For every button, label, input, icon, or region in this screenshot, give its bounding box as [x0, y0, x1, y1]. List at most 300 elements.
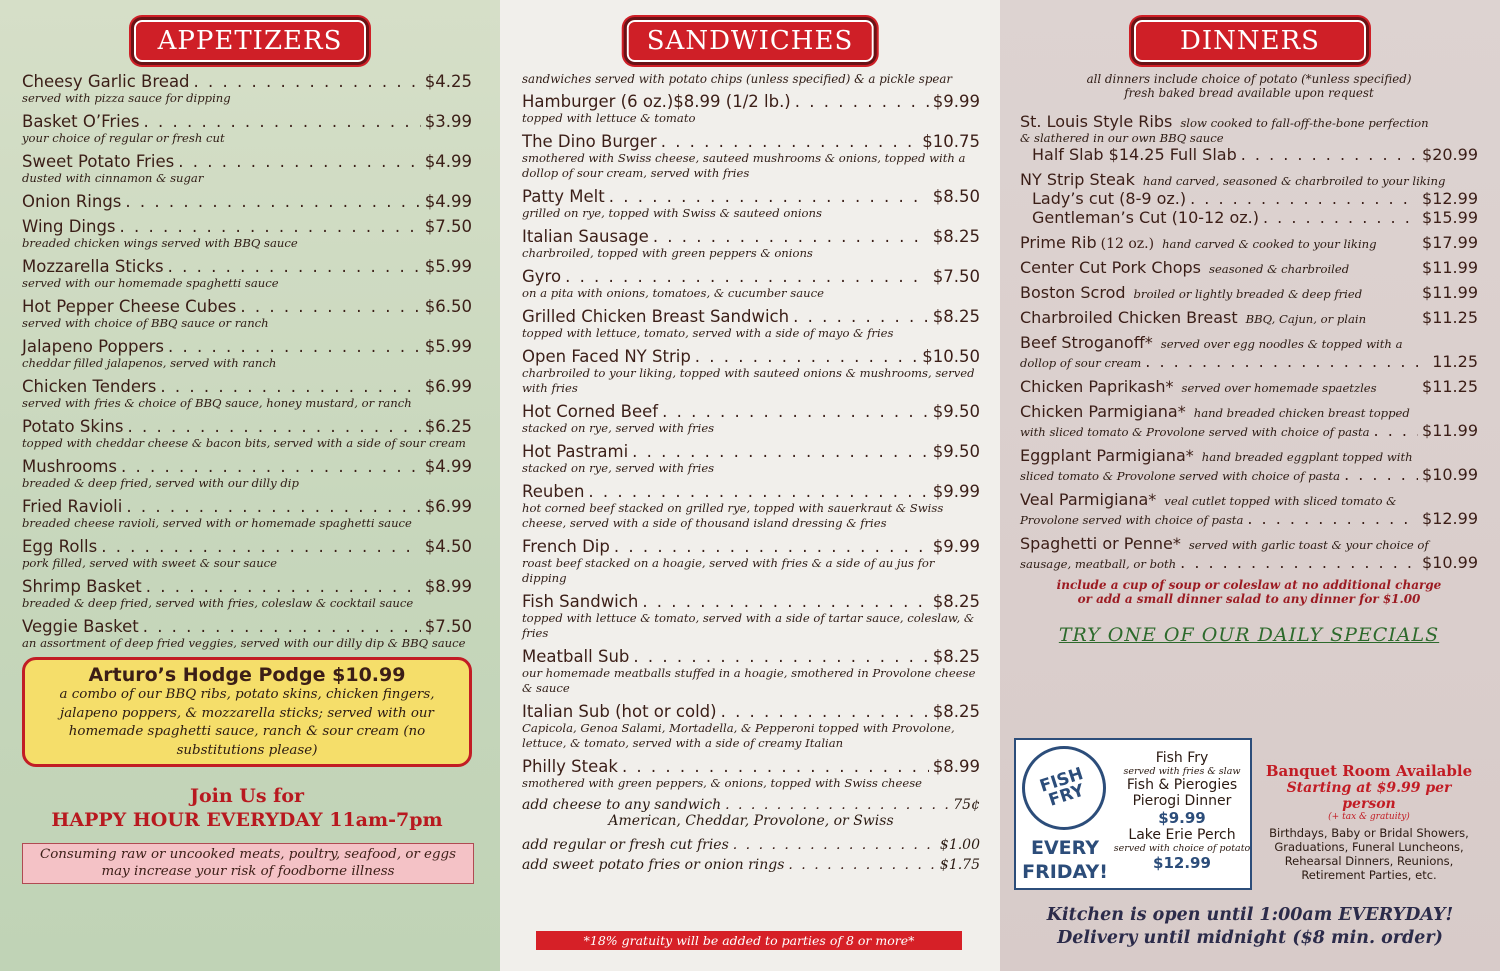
menu-item-name: Philly Steak [522, 757, 618, 776]
menu-item-name: Italian Sub (hot or cold) [522, 702, 717, 721]
leader-dots [143, 617, 421, 636]
ribs-desc: slow cooked to fall-off-the-bone perfection [1180, 116, 1429, 130]
menu-item-desc: stacked on rye, served with fries [522, 461, 715, 475]
leader-dots [1374, 421, 1419, 440]
menu-item-desc: breaded & deep fried, served with our dilly dip [22, 476, 299, 490]
leader-dots [788, 857, 936, 873]
fish-fry-stamp-icon [1022, 746, 1106, 830]
menu-item-row [522, 402, 980, 421]
menu-item [22, 217, 472, 251]
menu-item [1020, 333, 1478, 371]
menu-item-price: $11.99 [1422, 258, 1478, 277]
fish-item-name: Pierogi Dinner [1132, 793, 1232, 809]
menu-item-name: Jalapeno Poppers [22, 337, 165, 356]
dinners-note-2: fresh baked bread available upon request [1124, 86, 1374, 100]
menu-item [1020, 258, 1478, 277]
menu-item [22, 417, 472, 451]
leader-dots [1145, 352, 1428, 371]
hodge-podge-desc: a combo of our BBQ ribs, potato skins, chicken fingers, jalapeno poppers, & mozzarella sticks; served with our homemade spaghetti sauce, ranch & sour cream (no substitutions please) [59, 687, 435, 758]
menu-item-price: $9.50 [932, 402, 980, 421]
menu-item-desc: BBQ, Cajun, or plain [1245, 312, 1367, 326]
menu-item-row [22, 297, 472, 316]
menu-item-row [22, 337, 472, 356]
menu-item [1020, 233, 1478, 252]
menu-item [1020, 446, 1478, 484]
menu-item-row [22, 257, 472, 276]
menu-item-name: Hot Pastrami [522, 442, 629, 461]
steak-gent: Gentleman’s Cut (10-12 oz.) [1032, 208, 1259, 227]
menu-item-desc: served with garlic toast & your choice of [1188, 538, 1429, 552]
menu-item-row [522, 187, 980, 206]
menu-item-row [522, 482, 980, 501]
menu-item-row [22, 192, 472, 211]
menu-item-row [1020, 377, 1478, 396]
menu-item [1020, 402, 1478, 440]
menu-item-desc: topped with lettuce & tomato [522, 111, 696, 125]
menu-item-desc: hand breaded eggplant topped with [1201, 450, 1413, 464]
menu-item-name: Hamburger (6 oz.)$8.99 (1/2 lb.) [522, 92, 791, 111]
menu-item-price: $6.99 [424, 377, 472, 396]
menu-item-price: $8.99 [932, 757, 980, 776]
menu-item [22, 72, 472, 106]
menu-item-desc: an assortment of deep fried veggies, served with our dilly dip & BBQ sauce [22, 636, 466, 650]
menu-item-name: The Dino Burger [522, 132, 657, 151]
menu-item [22, 377, 472, 411]
leader-dots [101, 537, 421, 556]
menu-item-price: $9.99 [932, 537, 980, 556]
menu-item-row [522, 267, 980, 286]
leader-dots [128, 417, 421, 436]
menu-item-desc: served over homemade spaetzles [1181, 381, 1377, 395]
every-friday [1020, 836, 1110, 884]
menu-item [22, 577, 472, 611]
menu-item-price: $8.50 [932, 187, 980, 206]
steak-gent-price: $15.99 [1422, 208, 1478, 227]
steak-lady-price: $12.99 [1422, 189, 1478, 208]
menu-item-row [1020, 333, 1478, 352]
steak-lady: Lady’s cut (8-9 oz.) [1032, 189, 1187, 208]
menu-item-desc: grilled on rye, topped with Swiss & sauteed onions [522, 206, 822, 220]
menu-item-row [1020, 233, 1478, 252]
menu-item-price: 11.25 [1432, 352, 1478, 371]
leader-dots [126, 497, 420, 516]
menu-item-row-2 [1020, 352, 1478, 371]
menu-item-row [22, 152, 472, 171]
menu-item-qualifier: (12 oz.) [1100, 236, 1155, 252]
menu-item-price: $4.99 [424, 192, 472, 211]
sandwiches-note: sandwiches served with potato chips (unless specified) & a pickle spear [522, 72, 953, 86]
menu-item [522, 647, 980, 696]
menu-item-desc: topped with cheddar cheese & bacon bits, served with a side of sour cream [22, 436, 466, 450]
happy-hour-line-1: Join Us for [189, 785, 305, 807]
menu-item-price: $5.99 [424, 337, 472, 356]
menu-item-price: $10.99 [1422, 465, 1478, 484]
fish-fry-list [1112, 750, 1252, 872]
fish-item-desc: served with fries & slaw [1123, 766, 1241, 777]
menu-item-name: Onion Rings [22, 192, 122, 211]
menu-item-desc: cheddar filled jalapenos, served with ranch [22, 356, 277, 370]
menu-item-row [22, 497, 472, 516]
menu-item [522, 347, 980, 396]
menu-item-desc: Capicola, Genoa Salami, Mortadella, & Pepperoni topped with Provolone, lettuce, & tomato, served with a side of creamy Italian [522, 721, 955, 750]
fish-item-desc: served with choice of potato [1113, 843, 1251, 854]
leader-dots [125, 192, 420, 211]
menu-item-name: Grilled Chicken Breast Sandwich [522, 307, 790, 326]
menu-item-price: $9.99 [932, 482, 980, 501]
menu-item-name: Italian Sausage [522, 227, 649, 246]
menu-item-price: $8.25 [932, 592, 980, 611]
menu-item-desc-2: dollop of sour cream [1020, 356, 1142, 370]
menu-item-desc: hand carved & cooked to your liking [1162, 237, 1377, 251]
menu-item-price: $7.50 [424, 617, 472, 636]
menu-item-price: $4.99 [424, 152, 472, 171]
leader-dots [653, 227, 929, 246]
ribs-name: St. Louis Style Ribs [1020, 112, 1173, 131]
food-warning: Consuming raw or uncooked meats, poultry, seafood, or eggs may increase your risk of foodborne illness [22, 843, 474, 884]
gratuity-notice: *18% gratuity will be added to parties of 8 or more* [536, 931, 962, 950]
menu-item-name: Meatball Sub [522, 647, 630, 666]
menu-item-desc-2: sliced tomato & Provolone served with choice of pasta [1020, 469, 1341, 483]
addon-sub: American, Cheddar, Provolone, or Swiss [608, 813, 894, 829]
fish-item-name: Fish Fry [1155, 750, 1209, 766]
menu-item-name: Open Faced NY Strip [522, 347, 691, 366]
dinner-extras-1: include a cup of soup or coleslaw at no additional charge [1056, 578, 1442, 592]
menu-item-name: Charbroiled Chicken Breast [1020, 308, 1238, 327]
menu-item-name: Beef Stroganoff* [1020, 333, 1153, 352]
leader-dots [168, 257, 421, 276]
menu-item-desc: smothered with Swiss cheese, sauteed mushrooms & onions, topped with a dollop of sour cream, served with fries [522, 151, 966, 180]
every-friday-2: FRIDAY! [1022, 861, 1108, 883]
kitchen-hours-1: Kitchen is open until 1:00am EVERYDAY! [1046, 905, 1454, 925]
leader-dots [194, 72, 421, 91]
menu-item-row [22, 217, 472, 236]
menu-item-name: Fried Ravioli [22, 497, 123, 516]
banquet-tax: (+ tax & gratuity) [1328, 812, 1410, 822]
menu-item-name: Boston Scrod [1020, 283, 1126, 302]
fish-item-name: Fish & Pierogies [1126, 777, 1238, 793]
menu-item [22, 297, 472, 331]
addon-row [522, 857, 980, 873]
menu-item-name: Veal Parmigiana* [1020, 490, 1157, 509]
menu-item-row-2 [1020, 421, 1478, 440]
menu-item-price: $9.99 [932, 92, 980, 111]
menu-item-row [522, 307, 980, 326]
steak-desc: hand carved, seasoned & charbroiled to your liking [1142, 174, 1446, 188]
menu-item-name: Hot Pepper Cheese Cubes [22, 297, 237, 316]
menu-item-price: $5.99 [424, 257, 472, 276]
menu-item-price: $11.99 [1422, 283, 1478, 302]
leader-dots [721, 702, 929, 721]
menu-item-desc: hand breaded chicken breast topped [1193, 406, 1410, 420]
banquet-events: Birthdays, Baby or Bridal Showers, Graduations, Funeral Luncheons, Rehearsal Dinners, Reunions, Retirement Parties, etc. [1269, 826, 1469, 882]
menu-item [22, 152, 472, 186]
menu-item-desc-2: with sliced tomato & Provolone served with choice of pasta [1020, 425, 1370, 439]
menu-item-desc: dusted with cinnamon & sugar [22, 171, 204, 185]
ribs-full-price: $20.99 [1422, 145, 1478, 164]
menu-item-name: Spaghetti or Penne* [1020, 534, 1181, 553]
leader-dots [614, 537, 929, 556]
addon-price: $1.75 [939, 857, 980, 873]
menu-item-row [1020, 446, 1478, 465]
daily-specials: TRY ONE OF OUR DAILY SPECIALS [1058, 624, 1440, 646]
banquet-title: Banquet Room Available [1265, 762, 1473, 780]
menu-item-row [522, 702, 980, 721]
menu-item-row [522, 227, 980, 246]
dinners-banner: DINNERS [1134, 20, 1366, 62]
menu-item-row [522, 132, 980, 151]
menu-item-price: $4.99 [424, 457, 472, 476]
menu-item [22, 192, 472, 211]
menu-item-name: Gyro [522, 267, 562, 286]
menu-item-desc: roast beef stacked on a hoagie, served with fries & a side of au jus for dipping [522, 556, 935, 585]
addon-price: $1.00 [939, 837, 980, 853]
dinners-note [1020, 72, 1478, 100]
menu-item [22, 537, 472, 571]
menu-item-desc: breaded chicken wings served with BBQ sauce [22, 236, 298, 250]
dinner-extras-2: or add a small dinner salad to any dinner for $1.00 [1077, 592, 1421, 606]
menu-item-desc: served with fries & choice of BBQ sauce, honey mustard, or ranch [22, 396, 412, 410]
menu-item-name: Prime Rib [1020, 233, 1097, 252]
menu-item-desc: served with pizza sauce for dipping [22, 91, 231, 105]
menu-item-row [1020, 308, 1478, 327]
menu-item-price: $8.25 [932, 307, 980, 326]
menu-item-desc: served with our homemade spaghetti sauce [22, 276, 279, 290]
ribs-desc-2: & slathered in our own BBQ sauce [1020, 131, 1224, 145]
menu-item-row [522, 92, 980, 111]
menu-item-row [522, 347, 980, 366]
hodge-podge-title: Arturo’s Hodge Podge $10.99 [88, 664, 406, 686]
menu-item [22, 457, 472, 491]
leader-dots [695, 347, 918, 366]
menu-item-desc: your choice of regular or fresh cut [22, 131, 225, 145]
menu-item-name: Sweet Potato Fries [22, 152, 175, 171]
menu-item-price: $7.50 [932, 267, 980, 286]
menu-item-name: Basket O’Fries [22, 112, 140, 131]
menu-item-row [1020, 402, 1478, 421]
menu-item-price: $4.50 [424, 537, 472, 556]
kitchen-hours [1000, 904, 1500, 950]
menu-item-name: Mushrooms [22, 457, 118, 476]
menu-item [522, 592, 980, 641]
hodge-podge-box [22, 657, 472, 767]
menu-item [22, 112, 472, 146]
menu-item-name: Mozzarella Sticks [22, 257, 164, 276]
leader-dots [121, 457, 421, 476]
menu-item-name: French Dip [522, 537, 610, 556]
menu-item-name: Potato Skins [22, 417, 124, 436]
menu-item-price: $6.99 [424, 497, 472, 516]
menu-item-name: Chicken Tenders [22, 377, 157, 396]
menu-item-desc: broiled or lightly breaded & deep fried [1133, 287, 1363, 301]
sandwiches-banner: SANDWICHES [627, 20, 874, 62]
menu-item-ribs [1020, 112, 1478, 164]
menu-item-price: $8.25 [932, 702, 980, 721]
menu-item-price: $8.25 [932, 647, 980, 666]
fish-fry-stamp-text: FISH FRY [1037, 764, 1087, 811]
leader-dots [1344, 465, 1418, 484]
leader-dots [642, 592, 928, 611]
menu-item [22, 337, 472, 371]
menu-item-row [22, 577, 472, 596]
dinner-extras [1020, 578, 1478, 606]
menu-item [522, 307, 980, 341]
leader-dots [588, 482, 928, 501]
menu-item-price: $8.25 [932, 227, 980, 246]
menu-item [522, 187, 980, 221]
menu-item-row [522, 592, 980, 611]
menu-item-desc: smothered with green peppers, & onions, topped with Swiss cheese [522, 776, 923, 790]
menu-item-row [1020, 490, 1478, 509]
leader-dots [633, 647, 928, 666]
kitchen-hours-2: Delivery until midnight ($8 min. order) [1057, 928, 1443, 948]
menu-item-row [22, 417, 472, 436]
menu-item [522, 227, 980, 261]
leader-dots [661, 132, 919, 151]
sandwiches-column [500, 0, 1000, 971]
menu-item-desc: served over egg noodles & topped with a [1160, 337, 1403, 351]
menu-item-row [22, 617, 472, 636]
dinners-note-1: all dinners include choice of potato (*unless specified) [1086, 72, 1412, 86]
menu-item-price: $6.50 [424, 297, 472, 316]
menu-item-row [1020, 283, 1478, 302]
menu-item-row [522, 537, 980, 556]
leader-dots [565, 267, 929, 286]
leader-dots [662, 402, 929, 421]
menu-item-price: $10.50 [922, 347, 980, 366]
menu-item-price: $11.25 [1422, 308, 1478, 327]
menu-item-name: Veggie Basket [22, 617, 139, 636]
menu-item-desc: our homemade meatballs stuffed in a hoagie, smothered in Provolone cheese & sauce [522, 666, 976, 695]
menu-item-row [22, 537, 472, 556]
fish-item-price: $12.99 [1153, 854, 1211, 872]
menu-item-price: $11.25 [1422, 377, 1478, 396]
menu-item-desc: stacked on rye, served with fries [522, 421, 715, 435]
menu-item-row [522, 757, 980, 776]
menu-item-desc: seasoned & charbroiled [1209, 262, 1350, 276]
menu-item-price: $7.50 [424, 217, 472, 236]
addon-row [522, 837, 980, 853]
menu-item [522, 267, 980, 301]
menu-item-price: $10.75 [922, 132, 980, 151]
addon-price: 75¢ [953, 797, 980, 813]
leader-dots [1247, 509, 1418, 528]
leader-dots [160, 377, 420, 396]
steak-name: NY Strip Steak [1020, 170, 1135, 189]
menu-item [522, 702, 980, 751]
menu-item [1020, 283, 1478, 302]
menu-item-desc: topped with lettuce, tomato, served with a side of mayo & fries [522, 326, 894, 340]
menu-item-row [22, 72, 472, 91]
menu-item [22, 617, 472, 651]
menu-item-desc: breaded & deep fried, served with fries, coleslaw & cocktail sauce [22, 596, 414, 610]
menu-item [1020, 490, 1478, 528]
menu-item [1020, 308, 1478, 327]
menu-item-row-2 [1020, 465, 1478, 484]
addon-row [522, 797, 980, 813]
menu-item-name: Wing Dings [22, 217, 116, 236]
menu-item-price: $10.99 [1422, 553, 1478, 572]
addon-label: add sweet potato fries or onion rings [522, 857, 785, 873]
leader-dots [178, 152, 421, 171]
menu-item-price: $12.99 [1422, 509, 1478, 528]
menu-item-desc: breaded cheese ravioli, served with or homemade spaghetti sauce [22, 516, 412, 530]
menu-item [522, 92, 980, 126]
menu-item [522, 757, 980, 791]
menu-item-price: $6.25 [424, 417, 472, 436]
menu-item [522, 132, 980, 181]
menu-item-desc: charbroiled, topped with green peppers & onions [522, 246, 813, 260]
menu-item-name: Patty Melt [522, 187, 605, 206]
leader-dots [168, 337, 421, 356]
menu-item [522, 402, 980, 436]
menu-item-name: Fish Sandwich [522, 592, 639, 611]
menu-item-desc: charbroiled to your liking, topped with sauteed onions & mushrooms, served with fries [522, 366, 975, 395]
fish-item-price: $9.99 [1158, 809, 1206, 827]
appetizers-banner: APPETIZERS [134, 20, 366, 62]
leader-dots [725, 797, 949, 813]
menu-item-desc-2: sausage, meatball, or both [1020, 557, 1177, 571]
leader-dots [622, 757, 929, 776]
menu-item-name: Chicken Parmigiana* [1020, 402, 1186, 421]
leader-dots [240, 297, 420, 316]
menu-item-name: Center Cut Pork Chops [1020, 258, 1201, 277]
leader-dots [733, 837, 936, 853]
menu-item-desc: pork filled, served with sweet & sour sauce [22, 556, 278, 570]
menu-item-desc-2: Provolone served with choice of pasta [1020, 513, 1244, 527]
menu-item-price: $3.99 [424, 112, 472, 131]
leader-dots [146, 577, 421, 596]
leader-dots [144, 112, 421, 131]
happy-hour [22, 785, 472, 831]
menu-item-desc: hot corned beef stacked on grilled rye, topped with sauerkraut & Swiss cheese, served with a side of thousand island dressing & fries [522, 501, 944, 530]
menu-item-row [522, 442, 980, 461]
menu-item-desc: veal cutlet topped with sliced tomato & [1164, 494, 1397, 508]
menu-item-name: Reuben [522, 482, 585, 501]
happy-hour-line-2: HAPPY HOUR EVERYDAY 11am-7pm [51, 809, 443, 831]
menu-item [22, 257, 472, 291]
leader-dots [793, 307, 929, 326]
menu-item-name: Eggplant Parmigiana* [1020, 446, 1194, 465]
ribs-half: Half Slab $14.25 Full Slab [1032, 145, 1237, 164]
banquet-price: Starting at $9.99 per person [1286, 780, 1452, 812]
menu-item-name: Cheesy Garlic Bread [22, 72, 190, 91]
every-friday-1: EVERY [1030, 837, 1099, 859]
menu-item-name: Chicken Paprikash* [1020, 377, 1174, 396]
menu-item-row [1020, 534, 1478, 553]
menu-item-price: $17.99 [1422, 233, 1478, 252]
menu-item-name: Hot Corned Beef [522, 402, 659, 421]
leader-dots [632, 442, 929, 461]
leader-dots [609, 187, 929, 206]
menu-item-steak [1020, 170, 1478, 227]
menu-item [522, 442, 980, 476]
menu-item-price: $8.99 [424, 577, 472, 596]
menu-item-price: $11.99 [1422, 421, 1478, 440]
menu-item-price: $4.25 [424, 72, 472, 91]
menu-item-name: Shrimp Basket [22, 577, 142, 596]
leader-dots [120, 217, 421, 236]
menu-item [522, 482, 980, 531]
menu-item-row [22, 112, 472, 131]
menu-item-row-2 [1020, 553, 1478, 572]
menu-item [522, 537, 980, 586]
fish-fry-box [1014, 738, 1252, 890]
appetizers-column [0, 0, 500, 971]
menu-item-desc: served with choice of BBQ sauce or ranch [22, 316, 269, 330]
menu-item-row [1020, 258, 1478, 277]
menu-item-desc: topped with lettuce & tomato, served with a side of tartar sauce, coleslaw, & fries [522, 611, 975, 640]
menu-item [22, 497, 472, 531]
